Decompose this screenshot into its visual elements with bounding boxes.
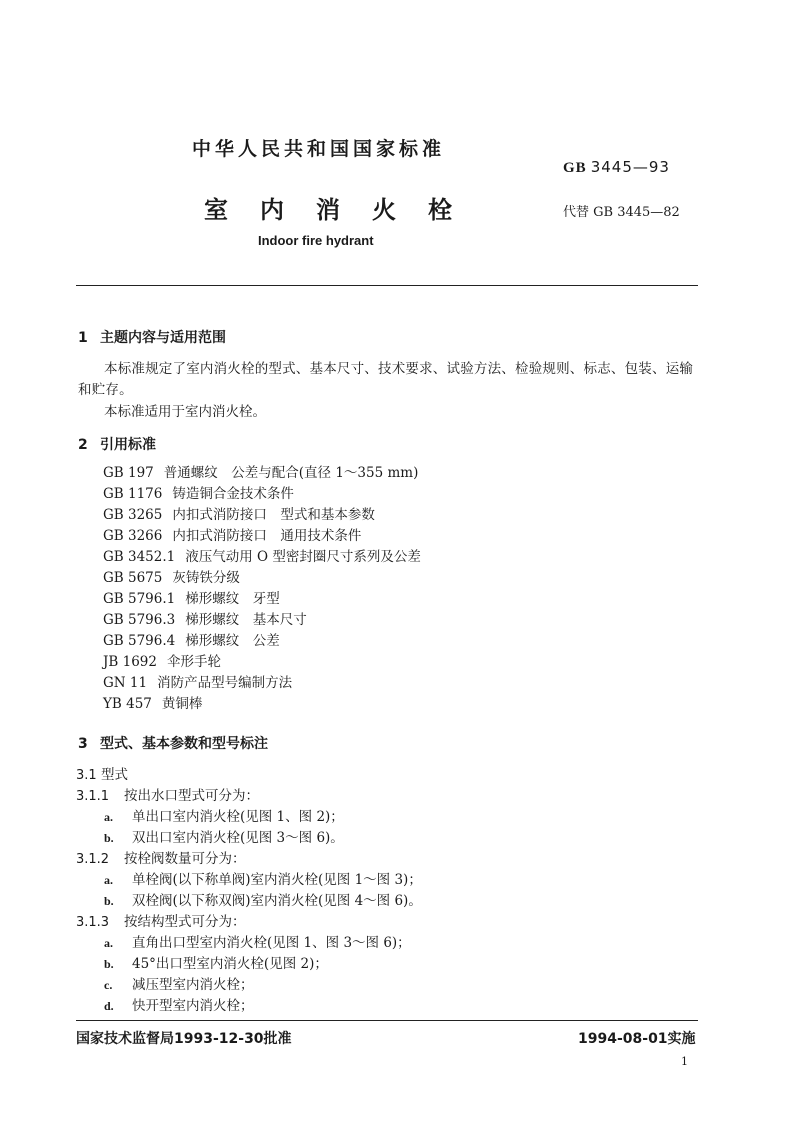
item-mark: b. [104, 957, 114, 971]
reference-code: GB 3452.1 [103, 549, 176, 565]
list-item [103, 547, 421, 568]
national-standard-heading: 中华人民共和国国家标准 [192, 138, 446, 160]
item-text: 直角出口型室内消火栓(见图 1、图 3～图 6)； [132, 935, 411, 951]
item-mark: a. [104, 936, 113, 950]
section-2-number: 2 [78, 437, 88, 453]
approval-date: 国家技术监督局1993-12-30批准 [76, 1031, 292, 1047]
item-mark: b. [104, 831, 114, 845]
list-item [104, 954, 328, 975]
list-item [104, 870, 422, 891]
reference-code: GB 5796.4 [103, 633, 176, 649]
footer-divider [76, 1020, 698, 1021]
reference-code: GB 5675 [103, 570, 163, 586]
reference-title: 黄铜棒 [161, 696, 203, 712]
section-1-title: 主题内容与适用范围 [100, 330, 226, 346]
section-1-paragraph-2: 本标准适用于室内消火栓。 [104, 404, 266, 420]
list-item [104, 933, 411, 954]
section-2-title: 引用标准 [100, 437, 156, 453]
reference-code: GB 5796.3 [103, 612, 176, 628]
reference-code: GB 1176 [103, 486, 163, 502]
clause-label: 按结构型式可分为： [124, 914, 246, 930]
section-1-heading [78, 327, 226, 347]
reference-title: 灰铸铁分级 [172, 570, 240, 586]
section-2-heading [78, 434, 156, 454]
reference-title: 梯形螺纹 公差 [185, 633, 280, 649]
reference-title: 伞形手轮 [166, 654, 221, 670]
item-mark: c. [104, 978, 113, 992]
reference-title: 梯形螺纹 基本尺寸 [185, 612, 307, 628]
section-3-heading [78, 733, 268, 753]
list-item [103, 652, 421, 673]
clause-3-1-1 [76, 786, 259, 807]
document-title: 室内消火栓 [204, 196, 484, 224]
item-mark: d. [104, 999, 114, 1013]
section-1-paragraph-1: 本标准规定了室内消火栓的型式、基本尺寸、技术要求、试验方法、检验规则、标志、包装、运输和贮存。 [78, 361, 694, 398]
reference-list [103, 463, 421, 715]
clause-label: 按栓阀数量可分为： [124, 851, 246, 867]
item-mark: b. [104, 894, 114, 908]
reference-title: 内扣式消防接口 型式和基本参数 [172, 507, 375, 523]
english-title: Indoor fire hydrant [258, 233, 374, 248]
list-item [103, 673, 421, 694]
reference-code: JB 1692 [103, 654, 157, 670]
reference-title: 液压气动用 O 型密封圈尺寸系列及公差 [185, 549, 421, 565]
list-item [103, 484, 421, 505]
list-item [104, 975, 254, 996]
standard-number-value: 3445—93 [590, 158, 670, 176]
reference-title: 内扣式消防接口 通用技术条件 [172, 528, 362, 544]
list-item [103, 463, 421, 484]
standard-prefix: GB [563, 160, 587, 176]
list-item [103, 694, 421, 715]
clause-label: 型式 [101, 767, 128, 783]
reference-code: YB 457 [103, 696, 152, 712]
reference-title: 消防产品型号编制方法 [157, 675, 293, 691]
effective-date: 1994-08-01实施 [578, 1031, 696, 1047]
reference-code: GB 3265 [103, 507, 163, 523]
list-item [104, 996, 254, 1017]
list-item [103, 568, 421, 589]
clause-3-1-3 [76, 912, 246, 933]
item-text: 快开型室内消火栓； [132, 998, 254, 1014]
clause-label: 按出水口型式可分为： [124, 788, 259, 804]
section-3-title: 型式、基本参数和型号标注 [100, 736, 268, 752]
list-item [103, 610, 421, 631]
section-3-number: 3 [78, 736, 88, 752]
reference-code: GB 197 [103, 465, 154, 481]
section-1-number: 1 [78, 330, 88, 346]
reference-title: 普通螺纹 公差与配合(直径 1～355 mm) [163, 465, 419, 481]
list-item [104, 891, 422, 912]
clause-3-1-2 [76, 849, 246, 870]
reference-title: 梯形螺纹 牙型 [185, 591, 280, 607]
page-number: 1 [681, 1055, 688, 1068]
list-item [103, 631, 421, 652]
item-text: 单出口室内消火栓(见图 1、图 2)； [132, 809, 344, 825]
item-mark: a. [104, 810, 113, 824]
item-mark: a. [104, 873, 113, 887]
item-text: 双栓阀(以下称双阀)室内消火栓(见图 4～图 6)。 [132, 893, 422, 909]
item-text: 单栓阀(以下称单阀)室内消火栓(见图 1～图 3)； [132, 872, 422, 888]
reference-title: 铸造铜合金技术条件 [172, 486, 294, 502]
header-divider [76, 285, 698, 286]
clause-number: 3.1.1 [76, 789, 110, 804]
clause-number: 3.1.3 [76, 915, 110, 930]
list-item [103, 589, 421, 610]
item-text: 双出口室内消火栓(见图 3～图 6)。 [132, 830, 344, 846]
list-item [103, 526, 421, 547]
replaces-standard: 代替 GB 3445—82 [563, 205, 680, 220]
standard-number [563, 158, 670, 177]
list-item [104, 807, 344, 828]
clause-number: 3.1 [76, 768, 97, 783]
item-text: 45°出口型室内消火栓(见图 2)； [132, 956, 328, 972]
list-item [103, 505, 421, 526]
clause-number: 3.1.2 [76, 852, 110, 867]
list-item [104, 828, 344, 849]
clause-3-1 [76, 765, 128, 786]
reference-code: GB 3266 [103, 528, 163, 544]
reference-code: GN 11 [103, 675, 148, 691]
item-text: 减压型室内消火栓； [132, 977, 254, 993]
reference-code: GB 5796.1 [103, 591, 176, 607]
